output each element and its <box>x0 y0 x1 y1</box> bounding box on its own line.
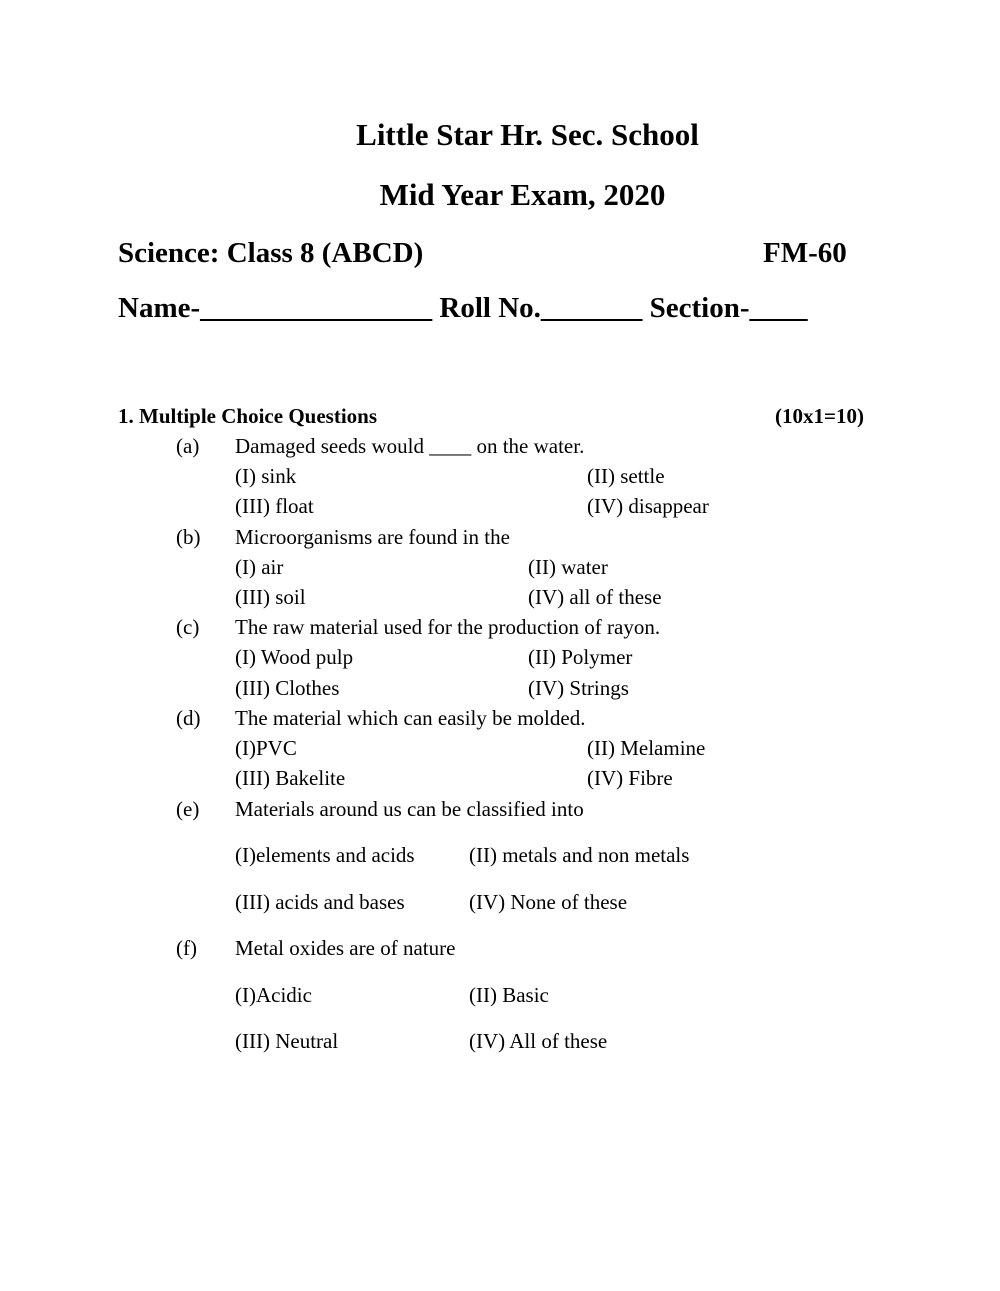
option[interactable]: (IV) all of these <box>528 585 662 609</box>
roll-number-field[interactable]: Roll No._______ <box>439 292 643 324</box>
option[interactable]: (IV) Fibre <box>587 766 673 790</box>
option[interactable]: (I) air <box>235 555 284 579</box>
section-marks: (10x1=10) <box>775 404 864 428</box>
option[interactable]: (II) water <box>528 555 608 579</box>
section-field[interactable]: Section-____ <box>649 292 808 324</box>
option[interactable]: (I)Acidic <box>235 983 312 1007</box>
option[interactable]: (II) Melamine <box>587 736 706 760</box>
option[interactable]: (I) Wood pulp <box>235 645 354 669</box>
question-label: (e) <box>176 797 200 821</box>
question-label: (b) <box>176 525 201 549</box>
option[interactable]: (III) acids and bases <box>235 890 405 914</box>
option[interactable]: (II) settle <box>587 464 665 488</box>
option[interactable]: (IV) None of these <box>469 890 628 914</box>
option[interactable]: (III) Bakelite <box>235 766 346 790</box>
option[interactable]: (II) metals and non metals <box>469 843 690 867</box>
option[interactable]: (I)PVC <box>235 736 297 760</box>
question-label: (f) <box>176 936 197 960</box>
option[interactable]: (I)elements and acids <box>235 843 415 867</box>
option[interactable]: (IV) All of these <box>469 1029 608 1053</box>
subject-class: Science: Class 8 (ABCD) <box>118 237 424 269</box>
option[interactable]: (II) Basic <box>469 983 549 1007</box>
school-name: Little Star Hr. Sec. School <box>356 117 699 152</box>
option[interactable]: (III) soil <box>235 585 306 609</box>
section-heading: 1. Multiple Choice Questions <box>118 404 378 428</box>
question-text: The raw material used for the production of rayon. <box>235 615 661 639</box>
option[interactable]: (II) Polymer <box>528 645 633 669</box>
question-text: Materials around us can be classified into <box>235 797 584 821</box>
option[interactable]: (I) sink <box>235 464 297 488</box>
question-text: Microorganisms are found in the <box>235 525 510 549</box>
option[interactable]: (III) Clothes <box>235 676 340 700</box>
option[interactable]: (III) float <box>235 494 314 518</box>
student-info-line <box>118 292 808 325</box>
option[interactable]: (III) Neutral <box>235 1029 339 1053</box>
option[interactable]: (IV) Strings <box>528 676 629 700</box>
question-text: The material which can easily be molded. <box>235 706 586 730</box>
option[interactable]: (IV) disappear <box>587 494 709 518</box>
exam-title: Mid Year Exam, 2020 <box>379 177 666 212</box>
question-text: Metal oxides are of nature <box>235 936 456 960</box>
name-field[interactable]: Name-________________ <box>118 292 433 324</box>
full-marks: FM-60 <box>763 237 847 269</box>
question-text: Damaged seeds would ____ on the water. <box>235 434 585 458</box>
question-label: (c) <box>176 615 200 639</box>
question-label: (a) <box>176 434 200 458</box>
question-label: (d) <box>176 706 201 730</box>
